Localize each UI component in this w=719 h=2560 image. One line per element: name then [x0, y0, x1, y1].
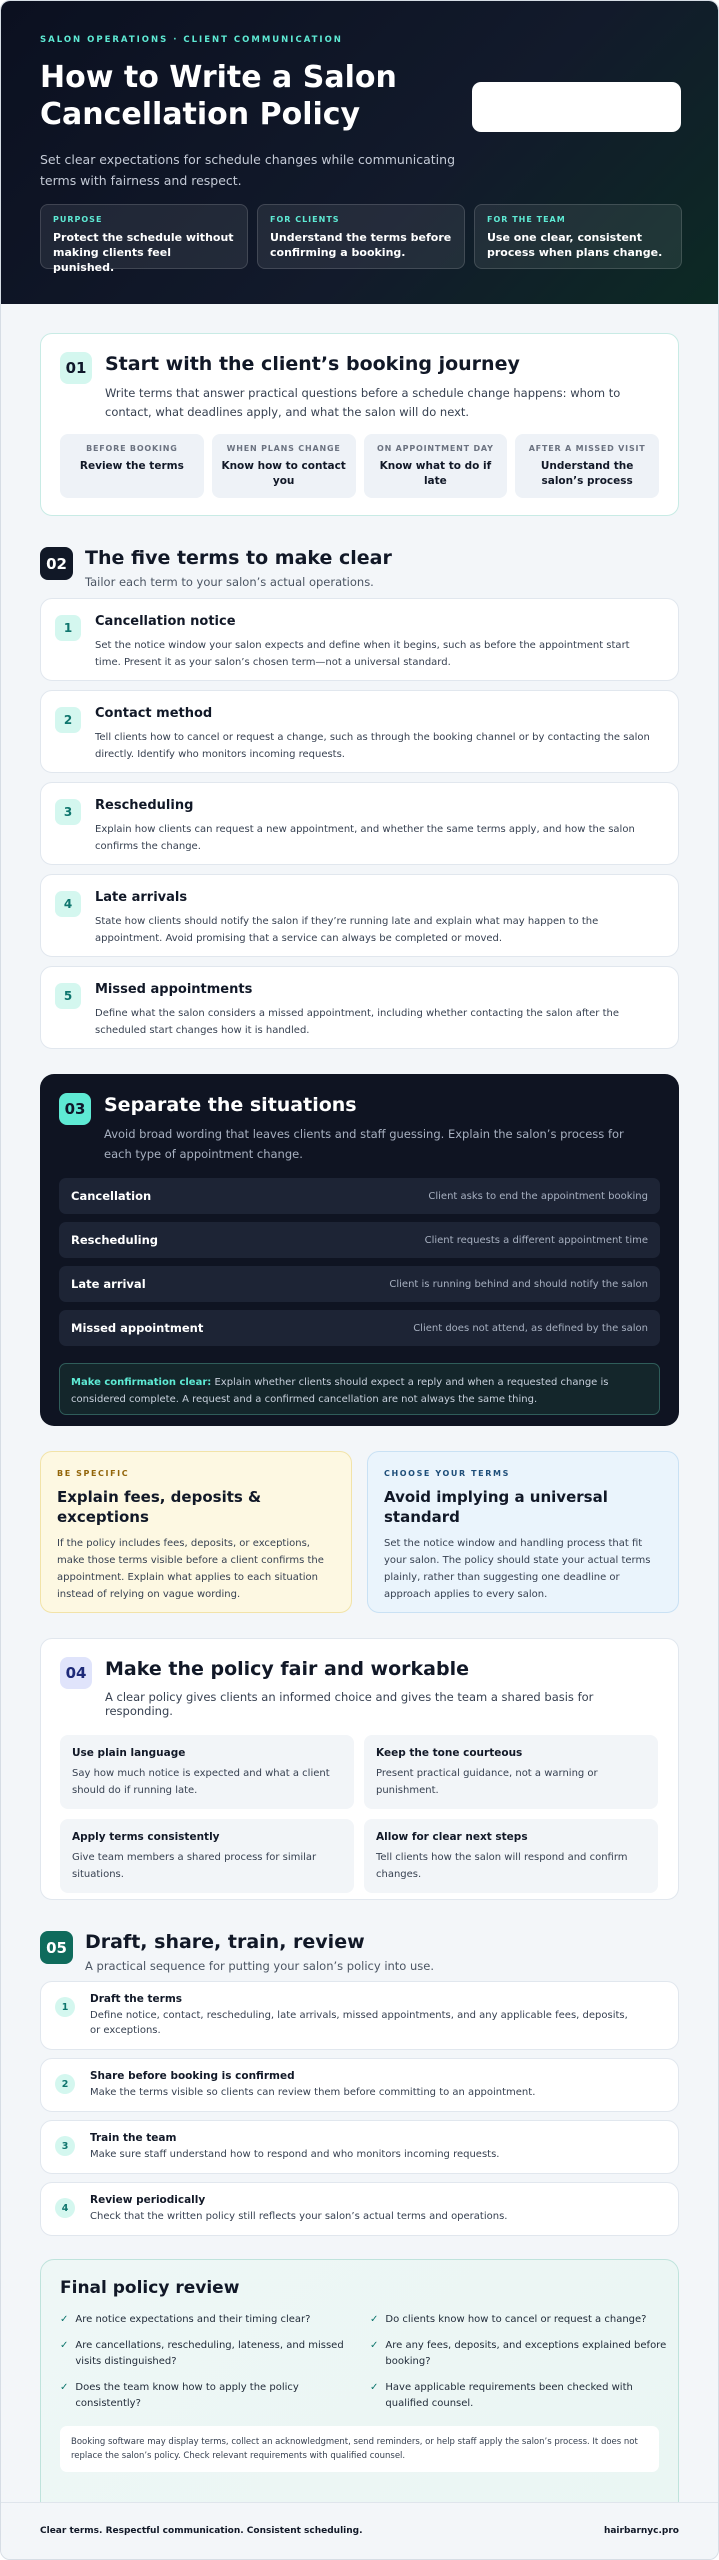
term-number: 3 — [55, 799, 81, 825]
hero-card-text: Use one clear, consistent process when plans change. — [487, 231, 663, 259]
process-step — [40, 1981, 679, 2050]
situation-name: Missed appointment — [71, 1321, 204, 1335]
step-title: Train the team — [90, 2132, 177, 2144]
checklist-item — [60, 2338, 360, 2370]
term-number: 2 — [55, 707, 81, 733]
hero-subtitle: Set clear expectations for schedule changes while communicating terms with fairness and respect. — [40, 152, 456, 188]
situation-name: Late arrival — [71, 1277, 146, 1291]
step-description: Make the terms visible so clients can review them before committing to an appointment. — [90, 2087, 536, 2098]
hero-card-clients — [257, 204, 465, 269]
review-note: Booking software may display terms, collect an acknowledgment, send reminders, or help staff apply the salon’s process. It does not replace the salon’s policy. Check relevant requirements with qualified counsel. — [60, 2426, 659, 2472]
journey-step — [515, 434, 659, 498]
checklist-text: Are any fees, deposits, and exceptions explained before booking? — [385, 2340, 667, 2367]
term-card — [40, 598, 679, 681]
section-title: Make the policy fair and workable — [105, 1658, 469, 1680]
check-icon: ✓ — [60, 2340, 69, 2351]
section-booking-journey — [40, 333, 679, 516]
step-description: Define notice, contact, rescheduling, late arrivals, missed appointments, and any applicable fees, deposits, or exceptions. — [90, 2010, 628, 2036]
process-step — [40, 2058, 679, 2112]
principle-card — [364, 1735, 658, 1809]
step-number: 4 — [55, 2198, 75, 2218]
term-card — [40, 782, 679, 865]
hero-card-text: Protect the schedule without making clients feel punished. — [53, 231, 234, 274]
tip-label: BE SPECIFIC — [57, 1469, 130, 1478]
journey-step-label: BEFORE BOOKING — [86, 444, 178, 453]
hero-blank-panel — [472, 82, 681, 132]
confirmation-callout — [59, 1363, 660, 1415]
tip-be-specific — [40, 1451, 352, 1613]
section-header — [40, 1929, 679, 1973]
step-description: Check that the written policy still reflects your salon’s actual terms and operations. — [90, 2211, 508, 2222]
principle-card — [364, 1819, 658, 1893]
section-draft-share — [40, 1929, 679, 2236]
principle-title: Keep the tone courteous — [376, 1747, 523, 1759]
journey-step — [60, 434, 204, 498]
review-title: Final policy review — [60, 2278, 240, 2298]
section-title: Draft, share, train, review — [85, 1931, 365, 1953]
hero-card-team — [474, 204, 682, 269]
situation-row — [59, 1310, 660, 1346]
section-title: Start with the client’s booking journey — [105, 353, 520, 375]
principle-card — [60, 1735, 354, 1809]
term-number: 5 — [55, 983, 81, 1009]
journey-step-value: Review the terms — [79, 460, 184, 472]
final-review — [40, 2259, 679, 2523]
journey-step — [212, 434, 356, 498]
section-title: The five terms to make clear — [85, 547, 392, 569]
situation-description: Client is running behind and should notify the salon — [389, 1278, 648, 1290]
term-card — [40, 966, 679, 1049]
journey-step-label: WHEN PLANS CHANGE — [226, 444, 341, 453]
page-title: How to Write a Salon Cancellation Policy — [40, 60, 397, 132]
tip-choose-terms — [367, 1451, 679, 1613]
situation-row — [59, 1222, 660, 1258]
footer — [1, 2502, 718, 2559]
checklist-text: Have applicable requirements been checked with qualified counsel. — [385, 2382, 633, 2409]
footer-tagline: Clear terms. Respectful communication. Consistent scheduling. — [40, 2526, 363, 2536]
principle-description: Present practical guidance, not a warning or punishment. — [376, 1768, 598, 1796]
section-number: 05 — [40, 1931, 73, 1964]
section-title: Separate the situations — [104, 1094, 357, 1116]
term-card — [40, 690, 679, 773]
section-situations — [40, 1074, 679, 1426]
section-description: Avoid broad wording that leaves clients and staff guessing. Explain the salon’s process for each type of appointment change. — [104, 1127, 624, 1161]
step-description: Make sure staff understand how to respond and who monitors incoming requests. — [90, 2149, 500, 2160]
check-icon: ✓ — [60, 2314, 69, 2325]
checklist-text: Are notice expectations and their timing clear? — [75, 2314, 311, 2325]
check-icon: ✓ — [370, 2340, 379, 2351]
section-description: Tailor each term to your salon’s actual operations. — [85, 575, 374, 589]
situation-description: Client asks to end the appointment booking — [428, 1190, 648, 1202]
process-step — [40, 2182, 679, 2236]
term-title: Missed appointments — [95, 982, 253, 997]
situation-row — [59, 1178, 660, 1214]
checklist-item — [370, 2380, 670, 2412]
hero-cards — [40, 204, 682, 274]
section-number: 03 — [59, 1093, 91, 1125]
step-title: Review periodically — [90, 2194, 206, 2206]
term-title: Rescheduling — [95, 798, 194, 813]
term-number: 4 — [55, 891, 81, 917]
checklist-item — [60, 2312, 360, 2328]
journey-step-value: Understand the salon’s process — [540, 460, 634, 487]
process-step — [40, 2120, 679, 2174]
section-number: 01 — [60, 352, 92, 384]
journey-step — [364, 434, 508, 498]
term-description: State how clients should notify the salon if they’re running late and explain what may happen to the appointment. Avoid promising that a service can always be completed or moved. — [95, 916, 599, 944]
check-icon: ✓ — [370, 2314, 379, 2325]
tip-text: Set the notice window and handling process that fit your salon. The policy should state your actual terms plainly, rather than suggesting one deadline or approach applies to every salon. — [384, 1538, 651, 1600]
checklist-text: Are cancellations, rescheduling, lateness, and missed visits distinguished? — [75, 2340, 344, 2367]
term-description: Tell clients how to cancel or request a change, such as through the booking channel or by contacting the salon directly. Identify who monitors incoming requests. — [95, 732, 650, 760]
step-title: Draft the terms — [90, 1993, 183, 2005]
review-checklist — [60, 2312, 667, 2412]
journey-step-label: AFTER A MISSED VISIT — [528, 444, 646, 453]
confirmation-text: Explain whether clients should expect a reply and when a requested change is considered complete. A request and a confirmed cancellation are not always the same thing. — [71, 1377, 609, 1405]
journey-step-label: ON APPOINTMENT DAY — [376, 444, 494, 453]
term-title: Late arrivals — [95, 890, 188, 905]
hero-card-text: Understand the terms before confirming a booking. — [270, 231, 452, 259]
term-card — [40, 874, 679, 957]
principle-description: Give team members a shared process for similar situations. — [72, 1852, 317, 1880]
section-description: A practical sequence for putting your salon’s policy into use. — [85, 1959, 435, 1973]
check-icon: ✓ — [370, 2382, 379, 2393]
section-header — [40, 545, 679, 589]
situation-name: Cancellation — [71, 1189, 152, 1203]
situation-row — [59, 1266, 660, 1302]
term-description: Explain how clients can request a new appointment, and whether the same terms apply, and how the salon confirms the change. — [95, 824, 635, 852]
term-title: Cancellation notice — [95, 614, 236, 629]
term-description: Define what the salon considers a missed appointment, including whether contacting the salon after the scheduled start changes how it is handled. — [95, 1008, 620, 1036]
checklist-item — [370, 2312, 670, 2328]
hero-card-label: FOR THE TEAM — [487, 215, 566, 224]
tip-text: If the policy includes fees, deposits, or exceptions, make those terms visible before a client confirms the appointment. Explain what applies to each situation instead of relying on vague wording. — [57, 1538, 324, 1600]
journey-step-value: Know what to do if late — [379, 460, 492, 487]
section-five-terms — [40, 545, 679, 1049]
principle-title: Allow for clear next steps — [376, 1831, 528, 1843]
hero — [1, 1, 718, 304]
principle-card — [60, 1819, 354, 1893]
tip-title: Avoid implying a universal standard — [384, 1488, 608, 1526]
section-description: A clear policy gives clients an informed choice and gives the team a shared basis for responding. — [105, 1690, 594, 1718]
term-description: Set the notice window your salon expects and define when it begins, such as before the appointment start time. Present it as your salon’s chosen term—not a universal standard. — [95, 640, 630, 668]
principle-title: Apply terms consistently — [72, 1831, 220, 1843]
tip-title: Explain fees, deposits & exceptions — [57, 1488, 262, 1526]
checklist-text: Does the team know how to apply the policy consistently? — [75, 2382, 299, 2409]
principles-grid — [60, 1735, 659, 1893]
checklist-text: Do clients know how to cancel or request a change? — [385, 2314, 647, 2325]
footer-site-link[interactable]: hairbarnyc.pro — [603, 2526, 679, 2536]
check-icon: ✓ — [60, 2382, 69, 2393]
situation-description: Client does not attend, as defined by the salon — [413, 1322, 648, 1334]
confirmation-label: Make confirmation clear: — [71, 1377, 212, 1388]
hero-card-purpose — [40, 204, 248, 274]
hero-card-label: PURPOSE — [53, 215, 103, 224]
situation-description: Client requests a different appointment time — [424, 1234, 648, 1246]
tips-row — [40, 1451, 679, 1613]
section-fair-workable — [40, 1638, 679, 1900]
principle-title: Use plain language — [72, 1747, 186, 1759]
journey-steps — [60, 434, 659, 498]
hero-eyebrow: SALON OPERATIONS · CLIENT COMMUNICATION — [40, 35, 343, 45]
step-number: 1 — [55, 1997, 75, 2017]
checklist-item — [370, 2338, 670, 2370]
checklist-item — [60, 2380, 360, 2412]
term-number: 1 — [55, 615, 81, 641]
section-description: Write terms that answer practical questions before a schedule change happens: whom to contact, what deadlines apply, and what the salon will do next. — [105, 386, 621, 419]
hero-card-label: FOR CLIENTS — [270, 215, 340, 224]
term-title: Contact method — [95, 706, 213, 721]
journey-step-value: Know how to contact you — [221, 460, 346, 487]
content — [1, 333, 718, 2523]
step-number: 3 — [55, 2136, 75, 2156]
section-number: 04 — [60, 1657, 92, 1689]
step-number: 2 — [55, 2074, 75, 2094]
tip-label: CHOOSE YOUR TERMS — [384, 1469, 510, 1478]
principle-description: Say how much notice is expected and what a client should do if running late. — [72, 1768, 330, 1796]
situation-name: Rescheduling — [71, 1233, 159, 1247]
principle-description: Tell clients how the salon will respond and confirm changes. — [376, 1852, 628, 1880]
step-title: Share before booking is confirmed — [90, 2070, 295, 2082]
section-number: 02 — [40, 547, 73, 580]
